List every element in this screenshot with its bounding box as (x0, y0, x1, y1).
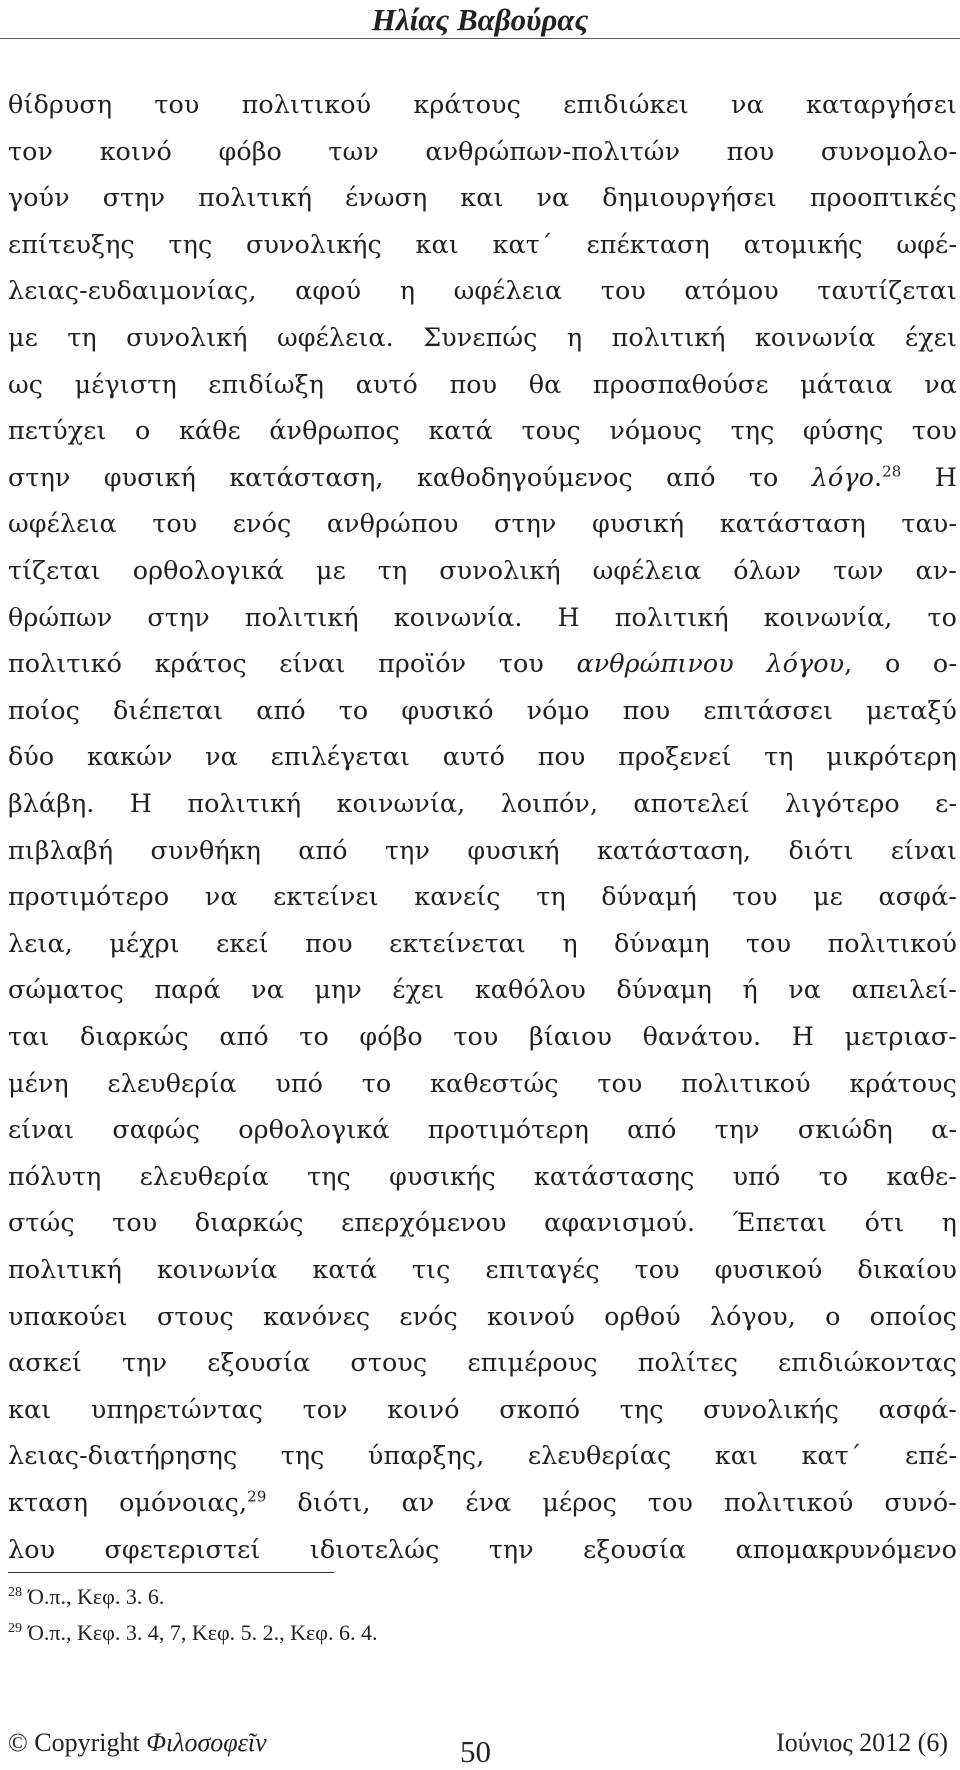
text-span: γούν στην πολιτική ένωση και να δημιουργήσει προοπτικές (8, 182, 957, 213)
text-span: λειας-διατήρησης της ύπαρξης, ελευθερίας και κατ΄ επέ- (8, 1440, 957, 1471)
text-line (8, 779, 957, 827)
text-span: ωφέλεια του ενός ανθρώπου στην φυσική κατάσταση ταυ- (8, 508, 957, 539)
footnote-text: Ό.π., Κεφ. 3. 4, 7, Κεφ. 5. 2., Κεφ. 6. 4. (28, 1620, 378, 1645)
text-span: λου σφετεριστεί ιδιοτελώς την εξουσία απομακρυνόμενο (8, 1533, 957, 1564)
text-span: θρώπων στην πολιτική κοινωνία. Η πολιτική κοινωνία, το (8, 601, 957, 632)
text-span: μένη ελευθερία υπό το καθεστώς του πολιτικού κράτους (8, 1067, 957, 1098)
text-line (8, 1338, 957, 1386)
text-span: υπακούει στους κανόνες ενός κοινού ορθού λόγου, ο οποίος (8, 1300, 957, 1331)
text-line (8, 919, 957, 967)
text-line (8, 1478, 957, 1526)
text-line (8, 639, 957, 687)
text-line (8, 965, 957, 1013)
text-line (8, 826, 957, 874)
text-line (8, 732, 957, 780)
text-line (8, 1525, 957, 1573)
text-span: στώς του διαρκώς επερχόμενου αφανισμού. Έπεται ότι η (8, 1207, 957, 1238)
copyright-notice (8, 1728, 267, 1758)
text-line (8, 593, 957, 641)
text-line (8, 220, 957, 268)
text-line (8, 406, 957, 454)
text-span: τον κοινό φόβο των ανθρώπων-πολιτών που συνομολο- (8, 135, 957, 166)
text-span: πολιτικό κράτος είναι προϊόν του (8, 648, 577, 679)
text-line (8, 1105, 957, 1153)
text-span: ως μέγιστη επιδίωξη αυτό που θα προσπαθούσε μάταια να (8, 368, 957, 399)
text-span: βλάβη. Η πολιτική κοινωνία, λοιπόν, αποτελεί λιγότερο ε- (8, 788, 957, 818)
text-line (8, 360, 957, 408)
text-span: θίδρυση του πολιτικού κράτους επιδιώκει να καταργήσει (8, 89, 957, 119)
text-span: ποίος διέπεται από το φυσικό νόμο που επιτάσσει μεταξύ (8, 694, 957, 725)
text-line (8, 80, 957, 128)
issue-date: Ιούνιος 2012 (6) (776, 1728, 948, 1757)
text-span: σώματος παρά να μην έχει καθόλου δύναμη ή να απειλεί- (8, 974, 957, 1005)
text-span: . (873, 461, 883, 492)
text-span: δύο κακών να επιλέγεται αυτό που προξενεί τη μικρότερη (8, 741, 957, 772)
text-span: είναι σαφώς ορθολογικά προτιμότερη από την σκιώδη α- (8, 1114, 957, 1145)
text-span: Η (901, 461, 958, 492)
footnote-number: 29 (8, 1620, 22, 1636)
text-span: ται διαρκώς από το φόβο του βίαιου θανάτου. Η μετριασ- (8, 1021, 957, 1051)
text-span: κταση ομόνοιας, (8, 1487, 248, 1517)
text-line (8, 686, 957, 734)
footnote-number: 28 (8, 1584, 22, 1600)
text-line (8, 1292, 957, 1340)
italic-text: λόγο (811, 461, 874, 492)
text-line (8, 1385, 957, 1433)
footnote-text: Ό.π., Κεφ. 3. 6. (28, 1584, 165, 1609)
text-line (8, 1431, 957, 1479)
journal-name: Φιλοσοφεῖν (146, 1728, 267, 1757)
footnote-ref: 29 (247, 1487, 267, 1506)
text-line (8, 173, 957, 221)
text-span: στην φυσική κατάσταση, καθοδηγούμενος από το (8, 461, 812, 492)
header-rule (0, 38, 960, 39)
text-line (8, 453, 957, 501)
text-line (8, 1245, 957, 1293)
text-span: διότι, αν ένα μέρος του πολιτικού συνό- (266, 1487, 957, 1517)
page-number: 50 (460, 1734, 491, 1769)
text-line (8, 499, 957, 547)
text-span: ασκεί την εξουσία στους επιμέρους πολίτες επιδιώκοντας (8, 1347, 957, 1378)
text-line (8, 1059, 957, 1107)
running-header (0, 0, 960, 40)
text-line (8, 1012, 957, 1060)
text-span: , ο ο- (844, 648, 958, 679)
text-line (8, 127, 957, 175)
text-line (8, 266, 957, 314)
text-span: πόλυτη ελευθερία της φυσικής κατάστασης υπό το καθε- (8, 1160, 957, 1191)
footnote-28 (8, 1584, 164, 1610)
text-line (8, 546, 957, 594)
text-span: λεια, μέχρι εκεί που εκτείνεται η δύναμη του πολιτικού (8, 927, 957, 958)
footnote-separator (8, 1572, 334, 1573)
italic-text: ανθρώπινου λόγου (576, 648, 845, 679)
text-span: πιβλαβή συνθήκη από την φυσική κατάσταση, διότι είναι (8, 834, 957, 865)
copyright-text: © Copyright (8, 1728, 147, 1757)
text-line (8, 1198, 957, 1246)
text-span: και υπηρετώντας τον κοινό σκοπό της συνολικής ασφά- (8, 1393, 957, 1424)
footnote-ref: 28 (882, 462, 902, 481)
header-author-name: Ηλίας Βαβούρας (371, 2, 589, 37)
text-line (8, 313, 957, 361)
text-span: πετύχει ο κάθε άνθρωπος κατά τους νόμους της φύσης του (8, 415, 957, 446)
text-line (8, 872, 957, 920)
page-footer (0, 1720, 960, 1769)
text-span: προτιμότερο να εκτείνει κανείς τη δύναμή του με ασφά- (8, 881, 957, 912)
text-span: πολιτική κοινωνία κατά τις επιταγές του φυσικού δικαίου (8, 1254, 957, 1284)
text-span: επίτευξης της συνολικής και κατ΄ επέκταση ατομικής ωφέ- (8, 228, 957, 259)
text-line (8, 1152, 957, 1200)
text-span: λειας-ευδαιμονίας, αφού η ωφέλεια του ατόμου ταυτίζεται (8, 275, 957, 306)
text-span: με τη συνολική ωφέλεια. Συνεπώς η πολιτική κοινωνία έχει (8, 322, 957, 352)
footnote-29 (8, 1620, 377, 1646)
text-span: τίζεται ορθολογικά με τη συνολική ωφέλεια όλων των αν- (8, 555, 957, 585)
